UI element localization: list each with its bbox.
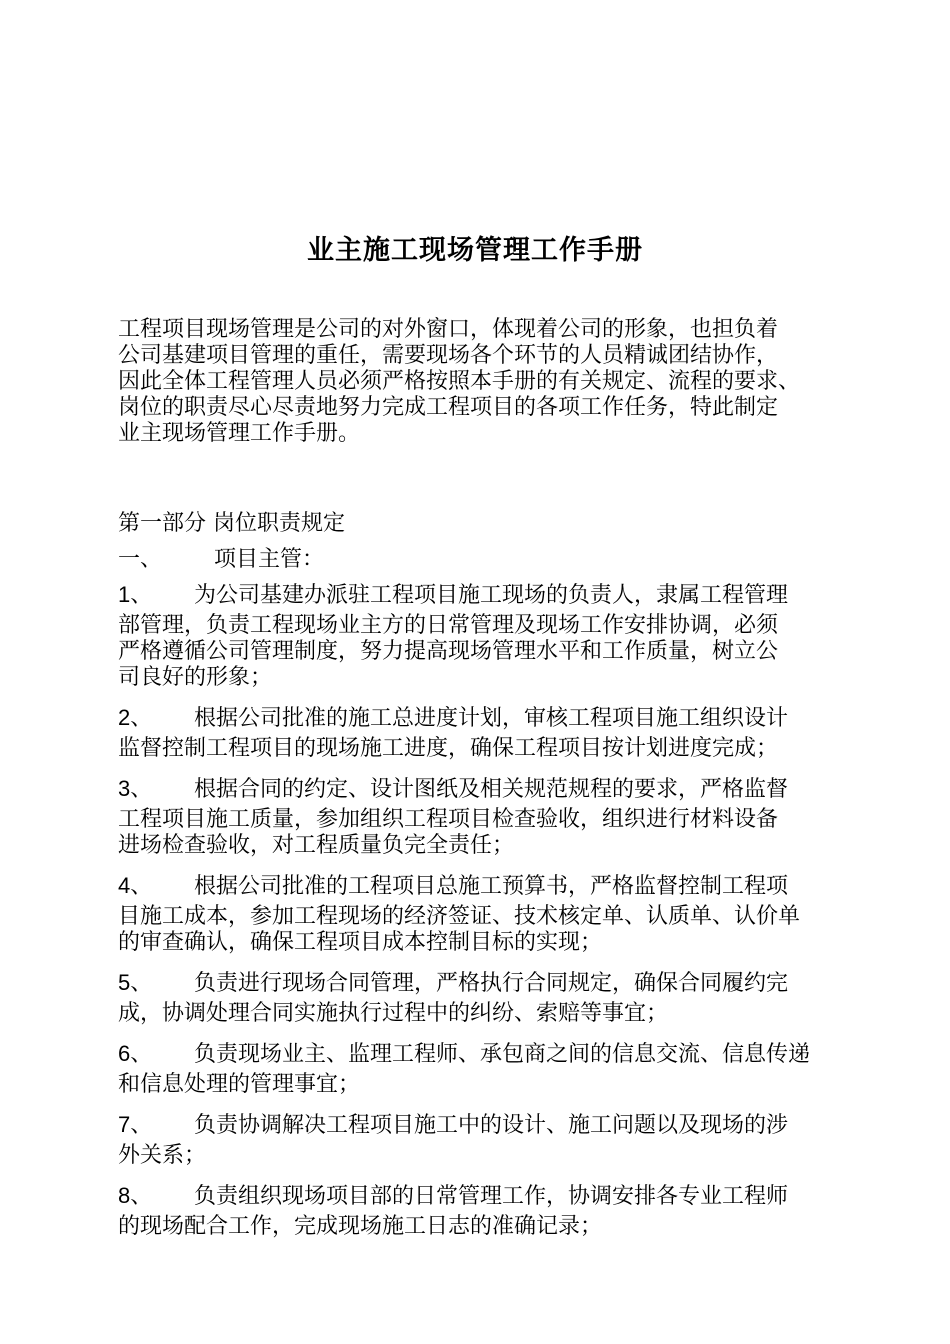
duty-continuation (118, 904, 843, 956)
duty-line: 目施工成本，参加工程现场的经济签证、技术核定单、认质单、认价单 (118, 904, 801, 929)
duty-item (118, 772, 843, 859)
intro-line: 因此全体工程管理人员必须严格按照本手册的有关规定、流程的要求、 (118, 369, 801, 394)
section-heading: 第一部分 岗位职责规定 (118, 511, 345, 536)
duty-item (118, 1037, 843, 1098)
duty-item (118, 1108, 843, 1169)
duty-continuation (118, 736, 843, 762)
duty-first-line (118, 701, 843, 736)
duty-line: 外关系； (118, 1143, 207, 1168)
duty-number: 8、 (118, 1183, 153, 1208)
duty-first-line (118, 1179, 843, 1214)
duty-first-line (118, 966, 843, 1001)
duty-text: 负责组织现场项目部的日常管理工作，协调安排各专业工程师 (194, 1184, 789, 1209)
intro-line: 工程项目现场管理是公司的对外窗口，体现着公司的形象，也担负着 (118, 317, 779, 342)
duty-first-line (118, 578, 843, 613)
duty-continuation (118, 1143, 843, 1169)
duty-first-line (118, 1037, 843, 1072)
intro-line: 岗位的职责尽心尽责地努力完成工程项目的各项工作任务，特此制定 (118, 395, 779, 420)
intro-paragraph (118, 317, 843, 447)
duty-number: 7、 (118, 1112, 153, 1137)
duty-first-line (118, 1108, 843, 1143)
page-title: 业主施工现场管理工作手册 (307, 235, 643, 266)
duty-text: 根据合同的约定、设计图纸及相关规范规程的要求，严格监督 (194, 777, 789, 802)
duty-continuation (118, 1072, 843, 1098)
duty-text: 根据公司批准的施工总进度计划，审核工程项目施工组织设计 (194, 706, 789, 731)
duty-text: 负责协调解决工程项目施工中的设计、施工问题以及现场的涉 (194, 1113, 789, 1138)
duty-list (118, 578, 843, 1250)
duty-line: 司良好的形象； (118, 665, 273, 690)
duty-first-line (118, 772, 843, 807)
duty-line: 工程项目施工质量，参加组织工程项目检查验收，组织进行材料设备 (118, 807, 779, 832)
duty-number: 1、 (118, 582, 153, 607)
duty-line: 严格遵循公司管理制度，努力提高现场管理水平和工作质量，树立公 (118, 639, 779, 664)
duty-first-line (118, 869, 843, 904)
role-number: 一、 (118, 547, 163, 572)
duty-item (118, 1179, 843, 1240)
duty-item (118, 869, 843, 956)
duty-item (118, 578, 843, 691)
duty-text: 根据公司批准的工程项目总施工预算书，严格监督控制工程项 (194, 874, 789, 899)
duty-continuation (118, 807, 843, 859)
duty-continuation (118, 613, 843, 691)
duty-item (118, 701, 843, 762)
duty-line: 和信息处理的管理事宜； (118, 1072, 361, 1097)
duty-number: 3、 (118, 776, 153, 801)
duty-text: 为公司基建办派驻工程项目施工现场的负责人，隶属工程管理 (194, 583, 789, 608)
duty-number: 6、 (118, 1041, 153, 1066)
duty-line: 监督控制工程项目的现场施工进度，确保工程项目按计划进度完成； (118, 736, 779, 761)
role-heading (118, 542, 324, 573)
intro-line: 业主现场管理工作手册。 (118, 421, 361, 446)
role-title: 项目主管： (214, 547, 325, 572)
duty-number: 5、 (118, 970, 153, 995)
duty-line: 部管理，负责工程现场业主方的日常管理及现场工作安排协调，必须 (118, 613, 779, 638)
duty-line: 的现场配合工作，完成现场施工日志的准确记录； (118, 1214, 603, 1239)
duty-line: 成，协调处理合同实施执行过程中的纠纷、索赔等事宜； (118, 1001, 669, 1026)
duty-number: 2、 (118, 705, 153, 730)
duty-line: 进场检查验收，对工程质量负完全责任； (118, 833, 515, 858)
duty-continuation (118, 1214, 843, 1240)
duty-number: 4、 (118, 873, 153, 898)
duty-text: 负责进行现场合同管理，严格执行合同规定，确保合同履约完 (194, 971, 789, 996)
duty-line: 的审查确认，确保工程项目成本控制目标的实现； (118, 930, 603, 955)
duty-item (118, 966, 843, 1027)
duty-text: 负责现场业主、监理工程师、承包商之间的信息交流、信息传递 (194, 1042, 811, 1067)
intro-line: 公司基建项目管理的重任，需要现场各个环节的人员精诚团结协作， (118, 343, 779, 368)
duty-continuation (118, 1001, 843, 1027)
